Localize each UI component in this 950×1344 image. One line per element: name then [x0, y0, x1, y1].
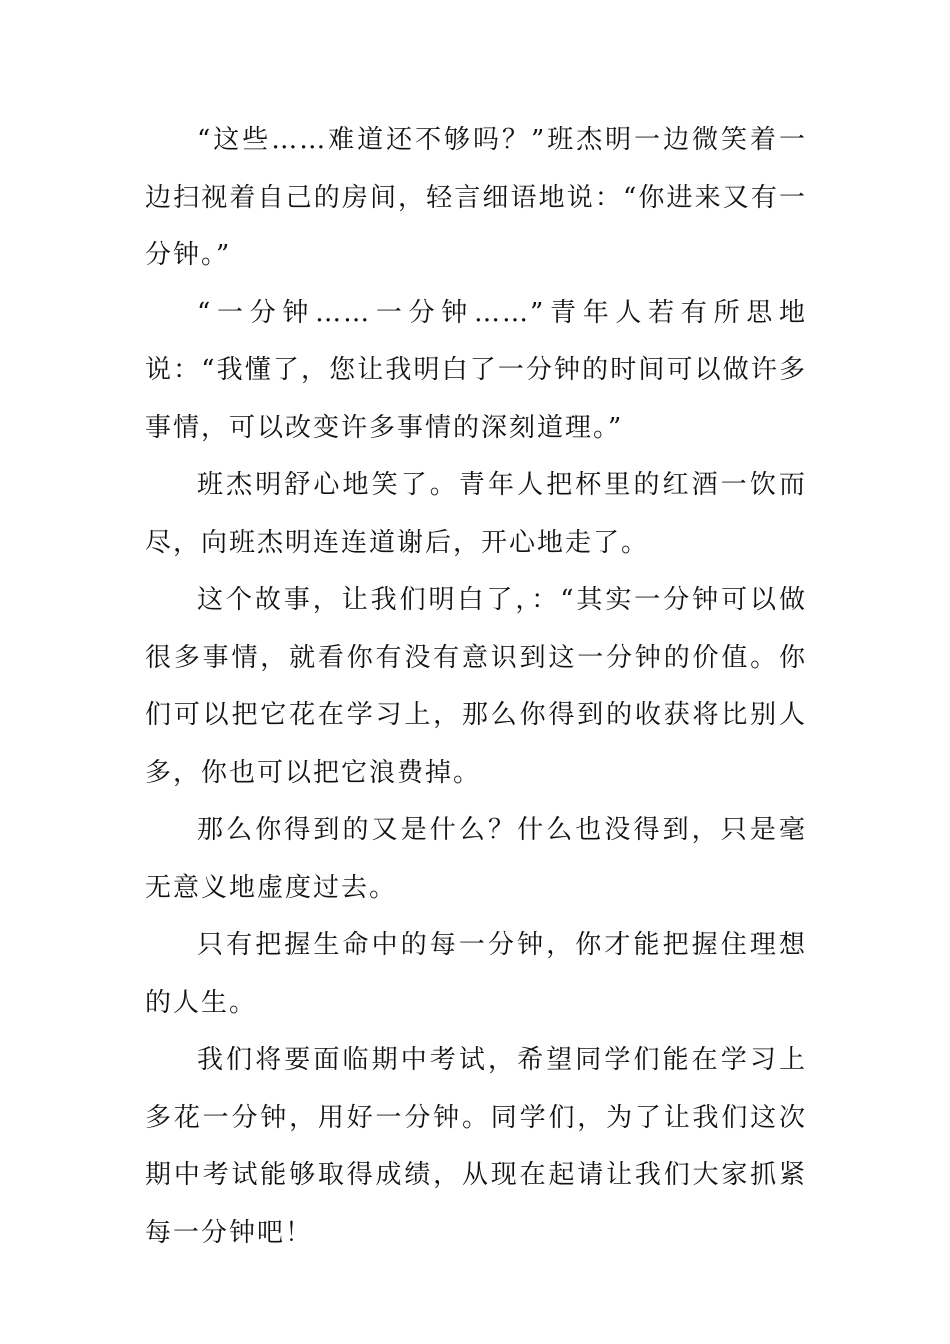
body-text: [145, 112, 807, 1262]
paragraph-dialogue-1: “这些……难道还不够吗？”班杰明一边微笑着一边扫视着自己的房间，轻言细语地说：“你进来又有一分钟。”: [145, 125, 807, 270]
paragraph-dialogue-2: “一分钟……一分钟……”青年人若有所思地说：“我懂了，您让我明白了一分钟的时间可以做许多事情，可以改变许多事情的深刻道理。”: [145, 297, 807, 443]
paragraph-narration: 班杰明舒心地笑了。青年人把杯里的红酒一饮而尽，向班杰明连连道谢后，开心地走了。: [145, 470, 807, 558]
paragraph-exam-appeal: 我们将要面临期中考试，希望同学们能在学习上多花一分钟，用好一分钟。同学们，为了让我们这次期中考试能够取得成绩，从现在起请让我们大家抓紧每一分钟吧！: [145, 1045, 807, 1248]
paragraph-conclusion: 只有把握生命中的每一分钟，你才能把握住理想的人生。: [145, 930, 807, 1018]
paragraph-lesson: 这个故事，让我们明白了，：“其实一分钟可以做很多事情，就看你有没有意识到这一分钟的价值。你们可以把它花在学习上，那么你得到的收获将比别人多，你也可以把它浪费掉。: [145, 585, 807, 788]
paragraph-question: 那么你得到的又是什么？什么也没得到，只是毫无意义地虚度过去。: [145, 815, 807, 903]
